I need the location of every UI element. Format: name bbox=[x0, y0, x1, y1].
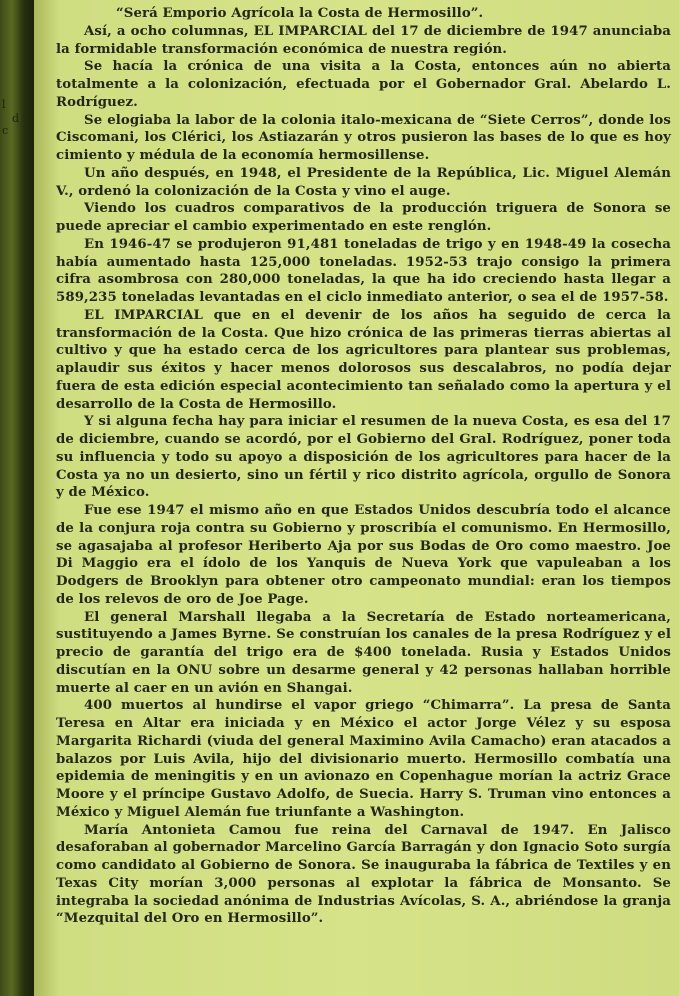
book-spine bbox=[0, 0, 34, 996]
spine-margin-mark: c bbox=[2, 124, 9, 137]
spine-margin-mark: d bbox=[12, 112, 20, 125]
paragraph: Y si alguna fecha hay para iniciar el resumen de la nueva Costa, es esa del 17 de diciembre, cuando se acordó, por el Gobierno del Gral. Rodríguez, poner toda su influencia y todo su apoyo a disposición de los agricultores para hacer de la Costa ya no un desierto, sino un fértil y rico distrito agrícola, orgullo de Sonora y de México. bbox=[56, 414, 671, 501]
document-page bbox=[34, 0, 679, 996]
paragraph: En 1946-47 se produjeron 91,481 toneladas de trigo y en 1948-49 la cosecha había aumentado hasta 125,000 toneladas. 1952-53 trajo consigo la primera cifra asombrosa con 280,000 toneladas, la que ha ido creciendo hasta llegar a 589,235 toneladas levantadas en el ciclo inmediato anterior, o sea el de 1957-58. bbox=[56, 236, 671, 305]
paragraph: 400 muertos al hundirse el vapor griego “Chimarra”. La presa de Santa Teresa en Altar era iniciada y en México el actor Jorge Vélez y su esposa Margarita Richardi (viuda del general Maximino Avila Camacho) eran atacados a balazos por Luis Avila, hijo del divisionario muerto. Hermosillo combatía una epidemia de meningitis y en un avionazo en Copenhague morían la actriz Grace Moore y el príncipe Gustavo Adolfo, de Suecia. Harry S. Truman vino entonces a México y Miguel Alemán fue triunfante a Washington. bbox=[56, 698, 671, 820]
article-body bbox=[56, 5, 671, 928]
article-headline: “Será Emporio Agrícola la Costa de Hermosillo”. bbox=[116, 6, 484, 21]
paragraph: Se elogiaba la labor de la colonia italo-mexicana de “Siete Cerros”, donde los Ciscomani, los Clérici, los Astiazarán y otros pusieron las bases de lo que es hoy cimiento y médula de la economía hermosillense. bbox=[56, 112, 671, 163]
paragraph: EL IMPARCIAL que en el devenir de los años ha seguido de cerca la transformación de la Costa. Que hizo crónica de las primeras tierras abiertas al cultivo y que ha estado cerca de los agricultores para plantear sus problemas, aplaudir sus éxitos y hacer menos dolorosos sus descalabros, no podía dejar fuera de esta edición especial acontecimiento tan señalado como la apertura y el desarrollo de la Costa de Hermosillo. bbox=[56, 307, 671, 412]
paragraph: Así, a ocho columnas, EL IMPARCIAL del 17 de diciembre de 1947 anunciaba la formidable transformación económica de nuestra región. bbox=[56, 23, 671, 57]
paragraph: Se hacía la crónica de una visita a la Costa, entonces aún no abierta totalmente a la colonización, efectuada por el Gobernador Gral. Abelardo L. Rodríguez. bbox=[56, 59, 671, 110]
paragraph: María Antonieta Camou fue reina del Carnaval de 1947. En Jalisco desaforaban al gobernador Marcelino García Barragán y don Ignacio Soto surgía como candidato al Gobierno de Sonora. Se inauguraba la fábrica de Textiles y en Texas City morían 3,000 personas al explotar la fábrica de Monsanto. Se integraba la sociedad anónima de Industrias Avícolas, S. A., abriéndose la granja “Mezquital del Oro en Hermosillo”. bbox=[56, 822, 671, 927]
paragraph: Viendo los cuadros comparativos de la producción triguera de Sonora se puede apreciar el cambio experimentado en este renglón. bbox=[56, 201, 671, 234]
paragraph: El general Marshall llegaba a la Secretaría de Estado norteamericana, sustituyendo a James Byrne. Se construían los canales de la presa Rodríguez y el precio de garantía del trigo era de $400 tonelada. Rusia y Estados Unidos discutían en la ONU sobre un desarme general y 42 personas hallaban horrible muerte al caer en un avión en Shangai. bbox=[56, 609, 671, 696]
spine-margin-mark: l bbox=[2, 98, 6, 111]
paragraph: Fue ese 1947 el mismo año en que Estados Unidos descubría todo el alcance de la conjura roja contra su Gobierno y proscribía el comunismo. En Hermosillo, se agasajaba al profesor Heriberto Aja por sus Bodas de Oro como maestro. Joe Di Maggio era el ídolo de los Yanquis de Nueva York que vapuleaban a los Dodgers de Brooklyn para obtener otro campeonato mundial: eran los tiempos de los relevos de oro de Joe Page. bbox=[56, 503, 671, 607]
paragraph: Un año después, en 1948, el Presidente de la República, Lic. Miguel Alemán V., ordenó la colonización de la Costa y vino el auge. bbox=[56, 165, 671, 199]
